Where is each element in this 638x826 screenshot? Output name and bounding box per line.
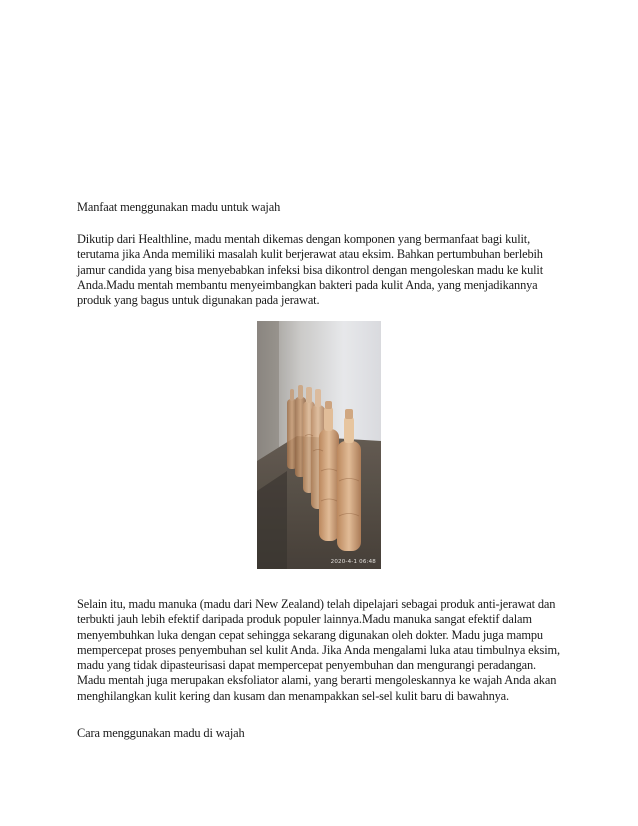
section-heading-benefits: Manfaat menggunakan madu untuk wajah xyxy=(77,200,281,214)
paragraph-manuka: Selain itu, madu manuka (madu dari New Zealand) telah dipelajari sebagai produk anti-jerawat dan terbukti jauh lebih efektif daripada produk populer lainnya.Madu manuka sangat efektif dalam menyembuhkan luka dengan cepat sehingga sekarang digunakan oleh dokter. Madu juga mampu mempercepat proses penyembuhan sel kulit Anda. Jika Anda mengalami luka atau timbulnya eksim, madu yang tidak dipasteurisasi dapat mempercepat penyembuhan dan mengurangi peradangan. Madu mentah juga merupakan eksfoliator alami, yang berarti mengoleskannya ke wajah Anda akan menghilangkan kulit kering dan kusam dan menampakkan sel-sel kulit baru di bawahnya. xyxy=(77,597,560,703)
photo-illustration xyxy=(257,321,381,569)
wooden-bottles-photo xyxy=(257,321,381,569)
photo-timestamp: 2020-4-1 06:48 xyxy=(330,559,376,565)
section-heading-how-to-use: Cara menggunakan madu di wajah xyxy=(77,726,245,740)
paragraph-healthline: Dikutip dari Healthline, madu mentah dikemas dengan komponen yang bermanfaat bagi kulit, terutama jika Anda memiliki masalah kulit berjerawat atau eksim. Bahkan pertumbuhan berlebih jamur candida yang bisa menyebabkan infeksi bisa dikontrol dengan mengoleskan madu ke kulit Anda.Madu mentah membantu menyeimbangkan bakteri pada kulit Anda, yang menjadikannya produk yang bagus untuk digunakan pada jerawat. xyxy=(77,232,544,308)
